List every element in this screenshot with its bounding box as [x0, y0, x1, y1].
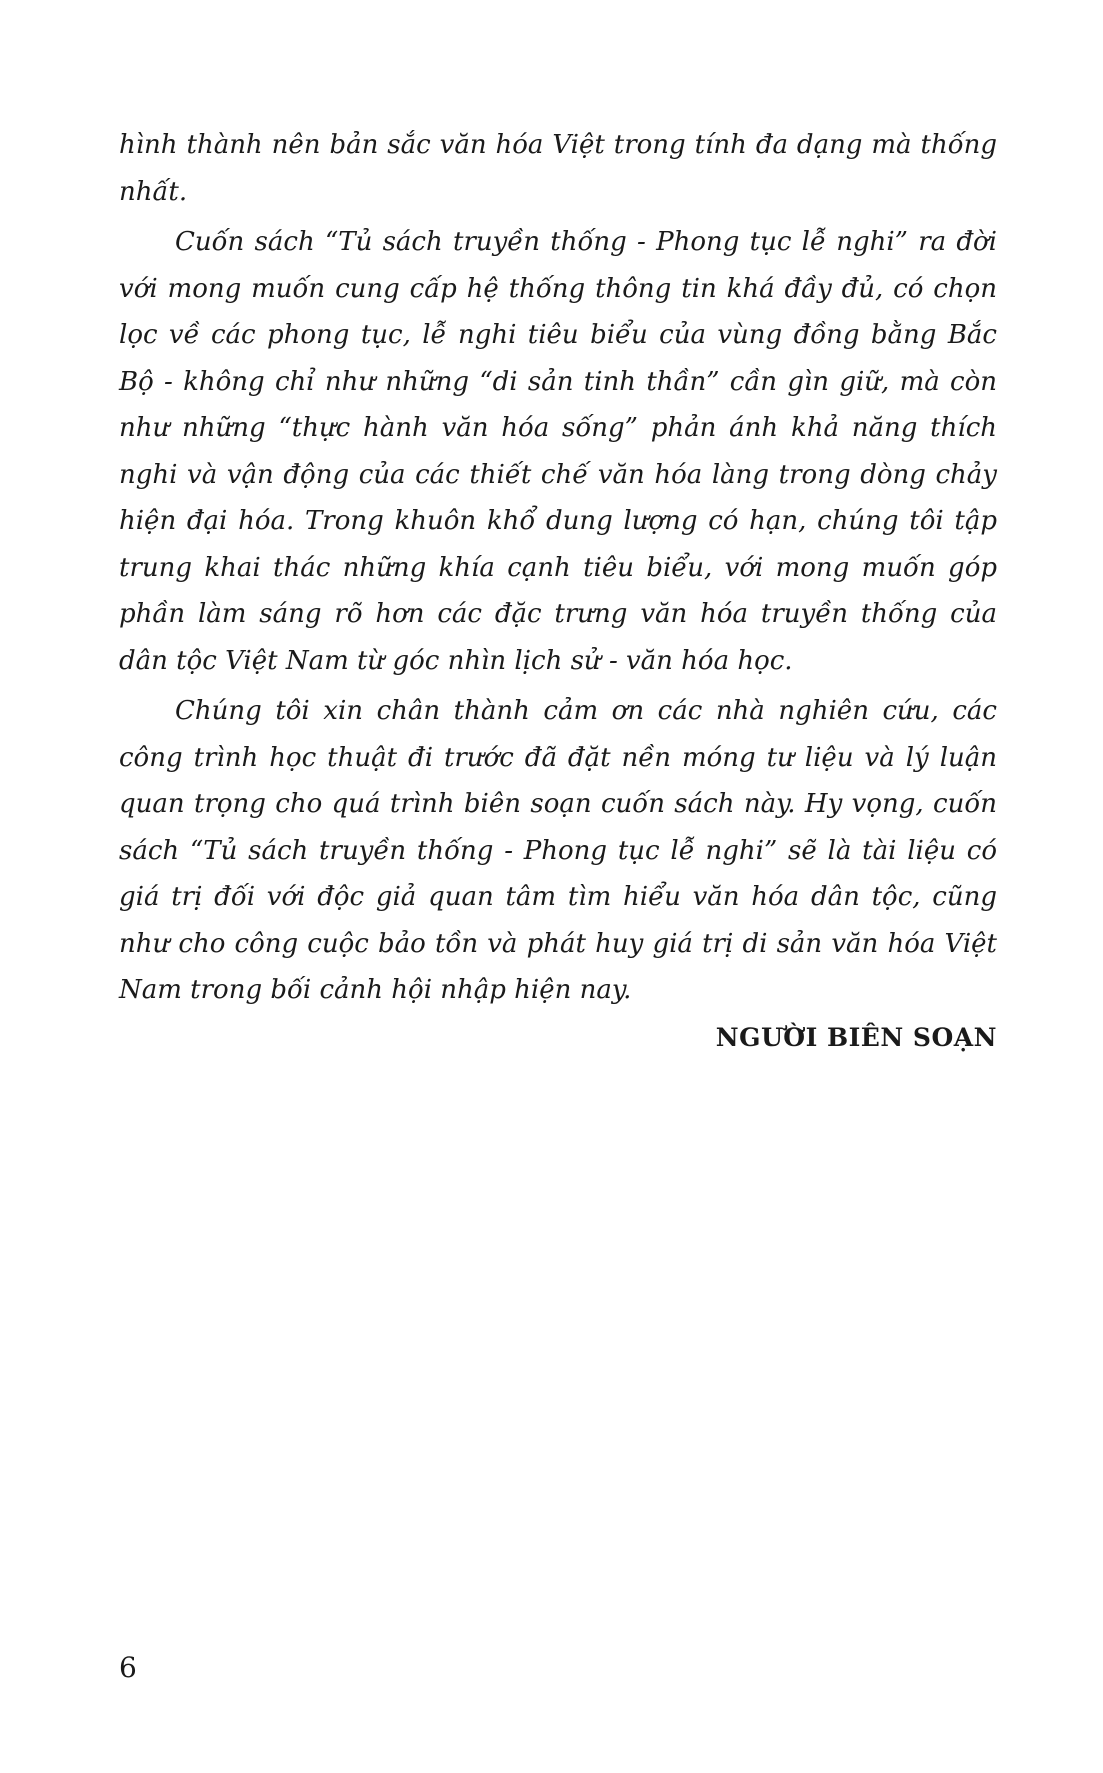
paragraph-continued: hình thành nên bản sắc văn hóa Việt trong tính đa dạng mà thống nhất. [119, 130, 997, 207]
paragraph-acknowledgement: Chúng tôi xin chân thành cảm ơn các nhà nghiên cứu, các công trình học thuật đi trước đã đặt nền móng tư liệu và lý luận quan trọng cho quá trình biên soạn cuốn sách này. Hy vọng, cuốn sách “Tủ sách truyền thống - Phong tục lễ nghi” sẽ là tài liệu có giá trị đối với độc giả quan tâm tìm hiểu văn hóa dân tộc, cũng như cho công cuộc bảo tồn và phát huy giá trị di sản văn hóa Việt Nam trong bối cảnh hội nhập hiện nay. [119, 696, 997, 1005]
paragraph-book-purpose: Cuốn sách “Tủ sách truyền thống - Phong tục lễ nghi” ra đời với mong muốn cung cấp hệ thống thông tin khá đầy đủ, có chọn lọc về các phong tục, lễ nghi tiêu biểu của vùng đồng bằng Bắc Bộ - không chỉ như những “di sản tinh thần” cần gìn giữ, mà còn như những “thực hành văn hóa sống” phản ánh khả năng thích nghi và vận động của các thiết chế văn hóa làng trong dòng chảy hiện đại hóa. Trong khuôn khổ dung lượng có hạn, chúng tôi tập trung khai thác những khía cạnh tiêu biểu, với mong muốn góp phần làm sáng rõ hơn các đặc trưng văn hóa truyền thống của dân tộc Việt Nam từ góc nhìn lịch sử - văn hóa học. [119, 227, 997, 676]
author-signature: NGƯỜI BIÊN SOẠN [715, 1023, 997, 1052]
body-text [119, 122, 997, 1014]
page-number: 6 [119, 1651, 137, 1684]
